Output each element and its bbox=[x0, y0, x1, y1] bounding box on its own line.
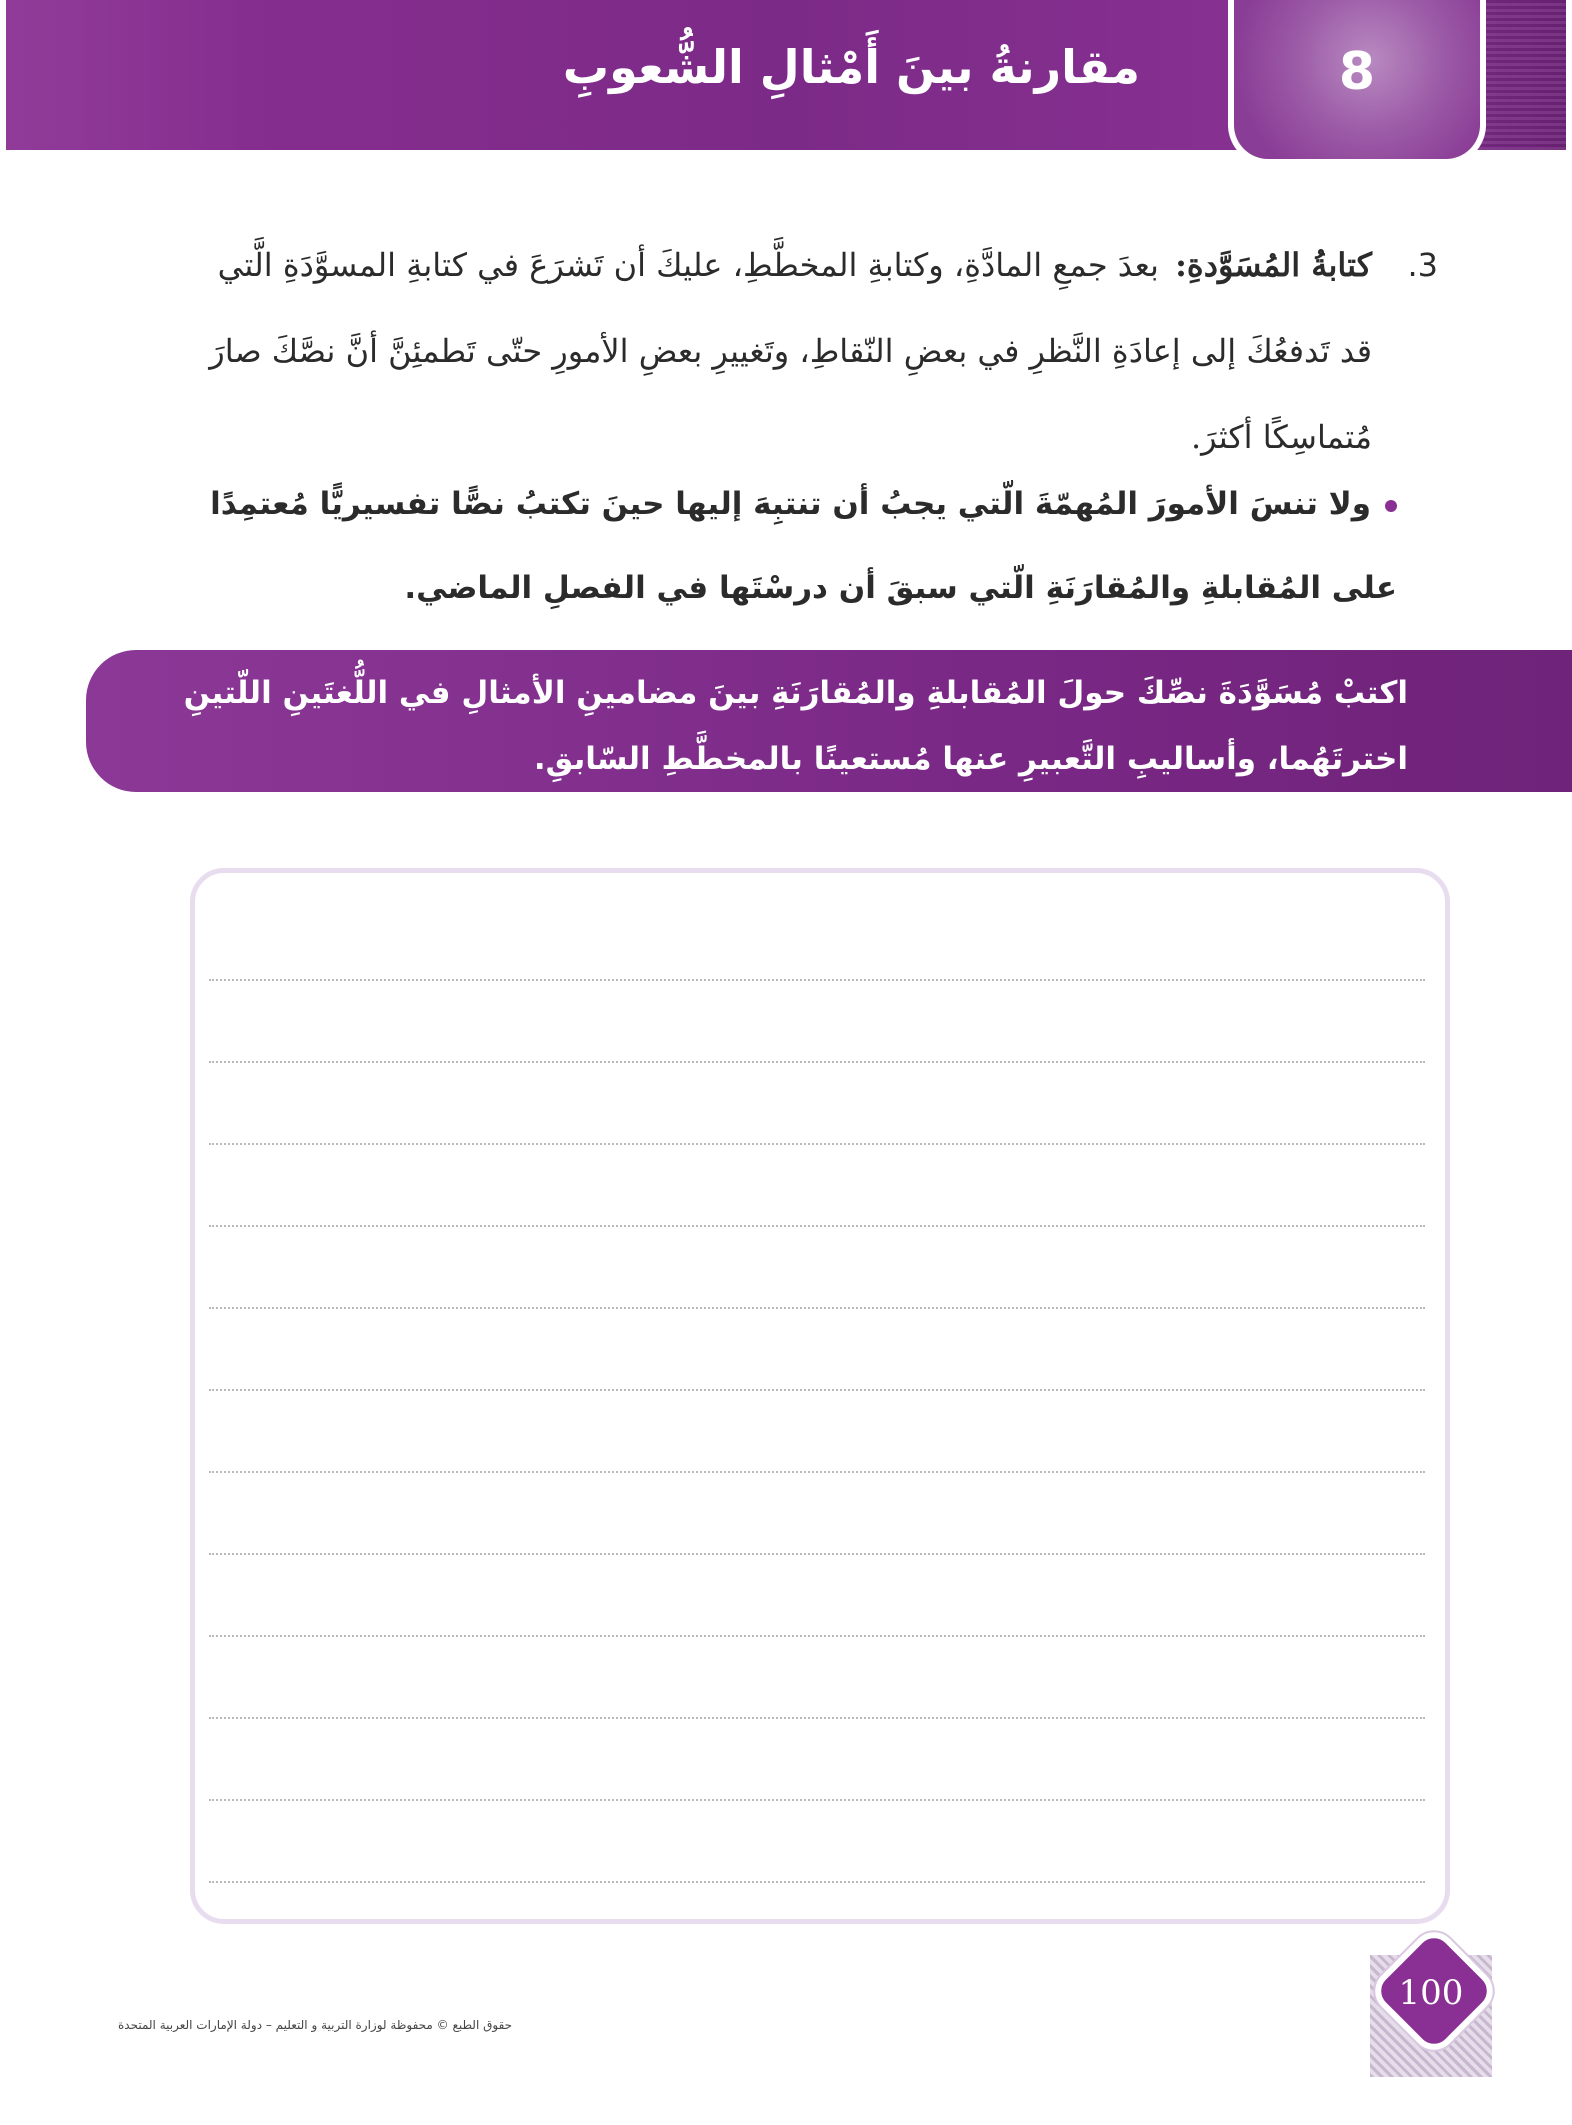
header-texture-left bbox=[6, 0, 266, 150]
footer-copyright: حقوق الطبع © محفوظة لوزارة التربية و التعليم – دولة الإمارات العربية المتحدة bbox=[118, 2018, 513, 2032]
writing-line bbox=[209, 1471, 1425, 1473]
writing-line bbox=[209, 1389, 1425, 1391]
page-number: 100 bbox=[1398, 1973, 1464, 2013]
writing-line bbox=[209, 1061, 1425, 1063]
bullet-text: ولا تنسَ الأمورَ المُهمّةَ الّتي يجبُ أن تنتبِهَ إليها حينَ تكتبُ نصًّا تفسيريًّا مُعتمِدًا على المُقابلةِ والمُقارَنَةِ الّتي سبقَ أن درسْتَها في الفصلِ الماضي. bbox=[210, 486, 1397, 606]
instruction-text: اكتبْ مُسَوَّدَةَ نصِّكَ حولَ المُقابلةِ والمُقارَنَةِ بينَ مضامينِ الأمثالِ في اللُّغتَينِ اللّتينِ اخترتَهُما، وأساليبِ التَّعبيرِ عنها مُستعينًا بالمخطَّطِ السّابقِ. bbox=[183, 675, 1408, 777]
writing-line bbox=[209, 1553, 1425, 1555]
page-badge bbox=[1370, 1955, 1492, 2077]
bullet-icon bbox=[1385, 500, 1397, 512]
writing-line bbox=[209, 1799, 1425, 1801]
writing-line bbox=[209, 979, 1425, 981]
writing-line bbox=[209, 1225, 1425, 1227]
writing-area[interactable] bbox=[190, 868, 1450, 1924]
instruction-banner bbox=[86, 650, 1572, 792]
item-number: 3. bbox=[1407, 246, 1438, 284]
writing-line bbox=[209, 1717, 1425, 1719]
chapter-tab bbox=[1228, 0, 1486, 165]
writing-line bbox=[209, 1635, 1425, 1637]
chapter-number: 8 bbox=[1338, 42, 1376, 102]
bullet-paragraph bbox=[167, 462, 1397, 630]
item-3-paragraph bbox=[192, 222, 1438, 480]
writing-line bbox=[209, 1881, 1425, 1883]
writing-line bbox=[209, 1143, 1425, 1145]
writing-line bbox=[209, 1307, 1425, 1309]
item-body: بعدَ جمعِ المادَّةِ، وكتابةِ المخطَّطِ، عليكَ أن تَشرَعَ في كتابةِ المسوَّدَةِ الَّتي قد تَدفعُكَ إلى إعادَةِ النَّظرِ في بعضِ النّقاطِ، وتَغييرِ بعضِ الأمورِ حتّى تَطمئِنَّ أنَّ نصَّكَ صارَ مُتماسِكًا أكثرَ. bbox=[209, 246, 1372, 456]
item-lead: كتابةُ المُسَوَّدةِ: bbox=[1175, 246, 1372, 284]
page-title: مقارنةُ بينَ أَمْثالِ الشُّعوبِ bbox=[562, 40, 1140, 94]
